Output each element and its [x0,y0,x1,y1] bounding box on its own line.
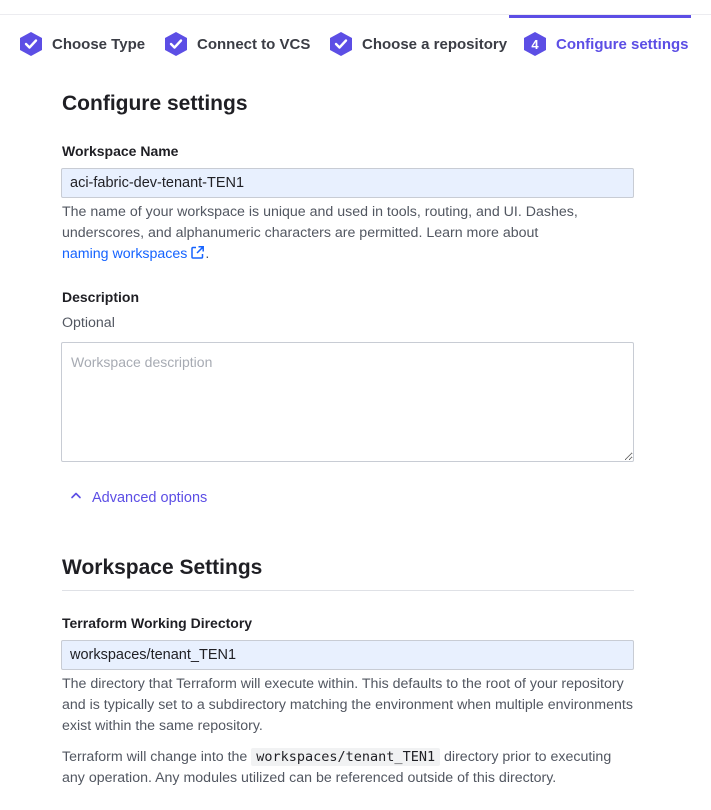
workspace-name-label: Workspace Name [62,143,179,159]
advanced-options-toggle[interactable] [69,488,207,507]
page-title: Configure settings [62,92,248,115]
step-number: 4 [531,36,539,52]
workspace-name-input[interactable] [61,168,634,198]
step-label: Configure settings [556,35,689,53]
description-label: Description [62,289,140,305]
step-configure-settings[interactable] [522,15,689,73]
external-link-icon [190,245,205,267]
step-label: Connect to VCS [197,35,311,53]
naming-workspaces-link[interactable] [62,246,205,262]
step-label: Choose Type [52,35,146,53]
working-directory-input[interactable] [61,640,634,670]
note-prefix: Terraform will change into the [62,749,248,765]
note-suffix: directory prior to executing any operation. Any modules utilized can be referenced outside of this directory. [62,749,612,786]
step-connect-vcs[interactable] [163,15,310,73]
wizard-steps [0,15,711,73]
description-textarea[interactable] [61,342,634,462]
check-icon [328,31,354,57]
optional-hint: Optional [62,315,115,331]
step-number-badge [522,31,548,57]
help-suffix: . [205,246,210,262]
advanced-options-label: Advanced options [92,489,208,506]
working-directory-help: The directory that Terraform will execute within. This defaults to the root of your repository and is typically set to a subdirectory matching the environment when multiple environments exist within the same repository. [62,676,633,734]
working-directory-note [62,747,637,789]
step-choose-type[interactable] [18,15,145,73]
workspace-name-help [62,202,637,267]
step-label: Choose a repository [362,35,508,53]
working-directory-label: Terraform Working Directory [62,615,253,631]
check-icon [163,31,189,57]
link-text: naming workspaces [62,246,188,262]
check-icon [18,31,44,57]
step-choose-repository[interactable] [328,15,507,73]
directory-code: workspaces/tenant_TEN1 [251,748,440,766]
section-title: Workspace Settings [62,556,263,579]
section-divider [62,590,634,591]
help-text: The name of your workspace is unique and used in tools, routing, and UI. Dashes, underscores, and alphanumeric characters are permitted. Learn more about [62,204,578,241]
chevron-up-icon [69,488,83,507]
